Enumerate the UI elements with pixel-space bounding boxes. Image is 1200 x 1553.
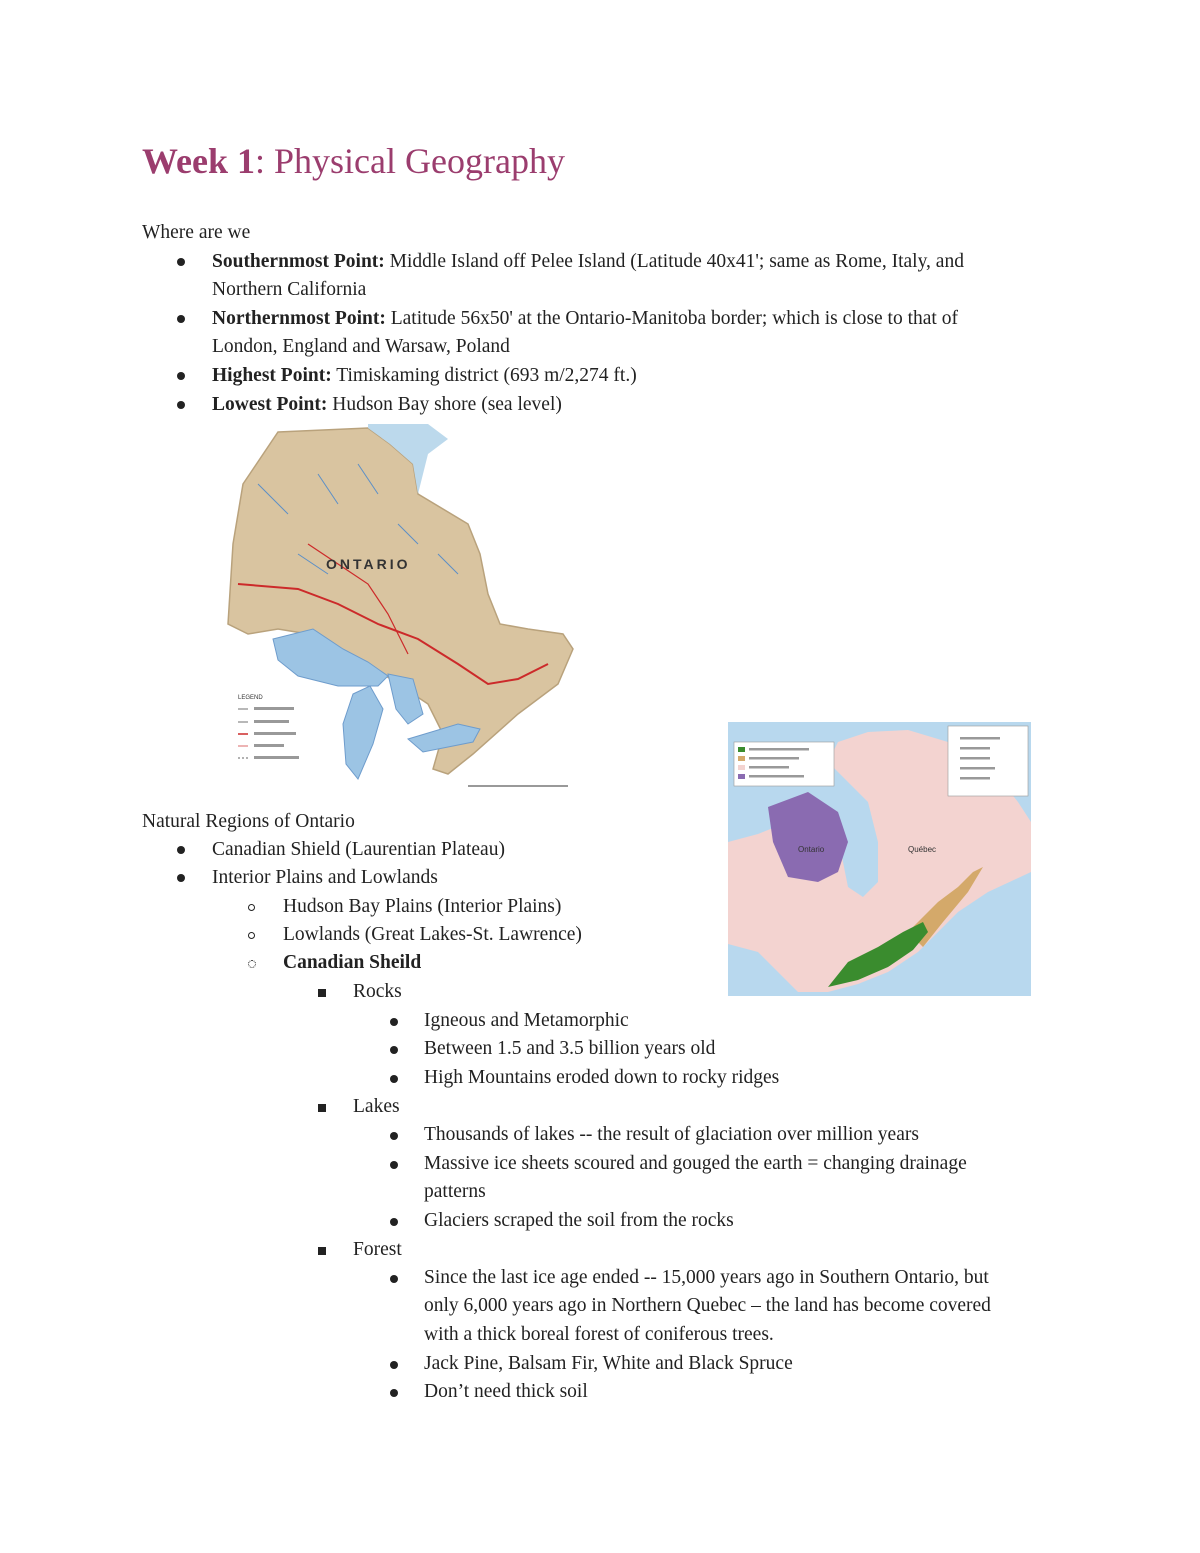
title-separator: : <box>255 141 266 181</box>
bullet-icon <box>390 1075 398 1083</box>
lakes-item: Thousands of lakes -- the result of glaciation over million years <box>424 1124 919 1145</box>
southern-point-text: Middle Island off Pelee Island (Latitude 40x41'; same as Rome, Italy, and <box>384 251 964 272</box>
ontario-map-legend-title: LEGEND <box>238 695 263 701</box>
rocks-item: Igneous and Metamorphic <box>424 1010 629 1031</box>
southern-point-line2: Northern California <box>212 279 367 300</box>
bullet-icon <box>177 258 185 266</box>
bullet-icon <box>177 372 185 380</box>
natural-l2-item: Lowlands (Great Lakes-St. Lawrence) <box>283 924 582 945</box>
northern-point-line2: London, England and Warsaw, Poland <box>212 336 510 357</box>
square-bullet-icon <box>318 989 326 997</box>
lowest-point-label: Lowest Point: <box>212 394 328 415</box>
bullet-icon <box>177 315 185 323</box>
northern-point-line1 <box>212 305 958 334</box>
square-bullet-icon <box>318 1247 326 1255</box>
bullet-icon <box>177 401 185 409</box>
lowest-point <box>212 391 562 420</box>
quebec-map-quebec-label: Québec <box>908 845 937 854</box>
forest-item-continued: only 6,000 years ago in Northern Quebec – the land has become covered <box>424 1295 991 1316</box>
highest-point-text: Timiskaming district (693 m/2,274 ft.) <box>331 365 637 386</box>
southern-point-label: Southernmost Point: <box>212 251 385 272</box>
lakes-item-continued: patterns <box>424 1181 486 1202</box>
forest-label: Forest <box>353 1239 402 1260</box>
bullet-icon <box>390 1046 398 1054</box>
circle-bullet-icon <box>248 932 255 939</box>
lowest-point-text: Hudson Bay shore (sea level) <box>327 394 562 415</box>
rocks-item: High Mountains eroded down to rocky ridges <box>424 1067 780 1088</box>
lakes-item: Glaciers scraped the soil from the rocks <box>424 1210 734 1231</box>
bullet-icon <box>390 1018 398 1026</box>
southern-point-line1 <box>212 248 964 277</box>
quebec-regions-map <box>728 722 1031 996</box>
bullet-icon <box>390 1275 398 1283</box>
ontario-map-label: ONTARIO <box>326 556 411 572</box>
natural-l1-item: Canadian Shield (Laurentian Plateau) <box>212 839 505 860</box>
natural-l1-item: Interior Plains and Lowlands <box>212 867 438 888</box>
forest-item: Don’t need thick soil <box>424 1381 588 1402</box>
lakes-item: Massive ice sheets scoured and gouged the earth = changing drainage <box>424 1153 967 1174</box>
natural-regions-heading: Natural Regions of Ontario <box>142 811 355 832</box>
rocks-item: Between 1.5 and 3.5 billion years old <box>424 1038 716 1059</box>
northern-point-label: Northernmost Point: <box>212 308 386 329</box>
lakes-label: Lakes <box>353 1096 400 1117</box>
northern-point-text: Latitude 56x50' at the Ontario-Manitoba border; which is close to that of <box>385 308 958 329</box>
highest-point <box>212 362 637 391</box>
forest-item: Since the last ice age ended -- 15,000 years ago in Southern Ontario, but <box>424 1267 989 1288</box>
title-rest: Physical Geography <box>265 141 565 181</box>
where-heading: Where are we <box>142 222 251 243</box>
forest-item-continued: with a thick boreal forest of coniferous trees. <box>424 1324 774 1345</box>
bullet-icon <box>390 1361 398 1369</box>
title-week: Week 1 <box>142 141 255 181</box>
page-title <box>142 140 565 182</box>
dotted-circle-bullet-icon <box>248 960 256 968</box>
bullet-icon <box>390 1161 398 1169</box>
forest-item: Jack Pine, Balsam Fir, White and Black Spruce <box>424 1353 793 1374</box>
natural-l2-item: Canadian Sheild <box>283 952 422 973</box>
natural-l2-item: Hudson Bay Plains (Interior Plains) <box>283 896 562 917</box>
bullet-icon <box>177 846 185 854</box>
ontario-map <box>218 424 580 794</box>
bullet-icon <box>390 1218 398 1226</box>
highest-point-label: Highest Point: <box>212 365 332 386</box>
rocks-label: Rocks <box>353 981 402 1002</box>
bullet-icon <box>390 1389 398 1397</box>
bullet-icon <box>390 1132 398 1140</box>
square-bullet-icon <box>318 1104 326 1112</box>
bullet-icon <box>177 874 185 882</box>
circle-bullet-icon <box>248 904 255 911</box>
quebec-map-ontario-label: Ontario <box>798 845 825 854</box>
